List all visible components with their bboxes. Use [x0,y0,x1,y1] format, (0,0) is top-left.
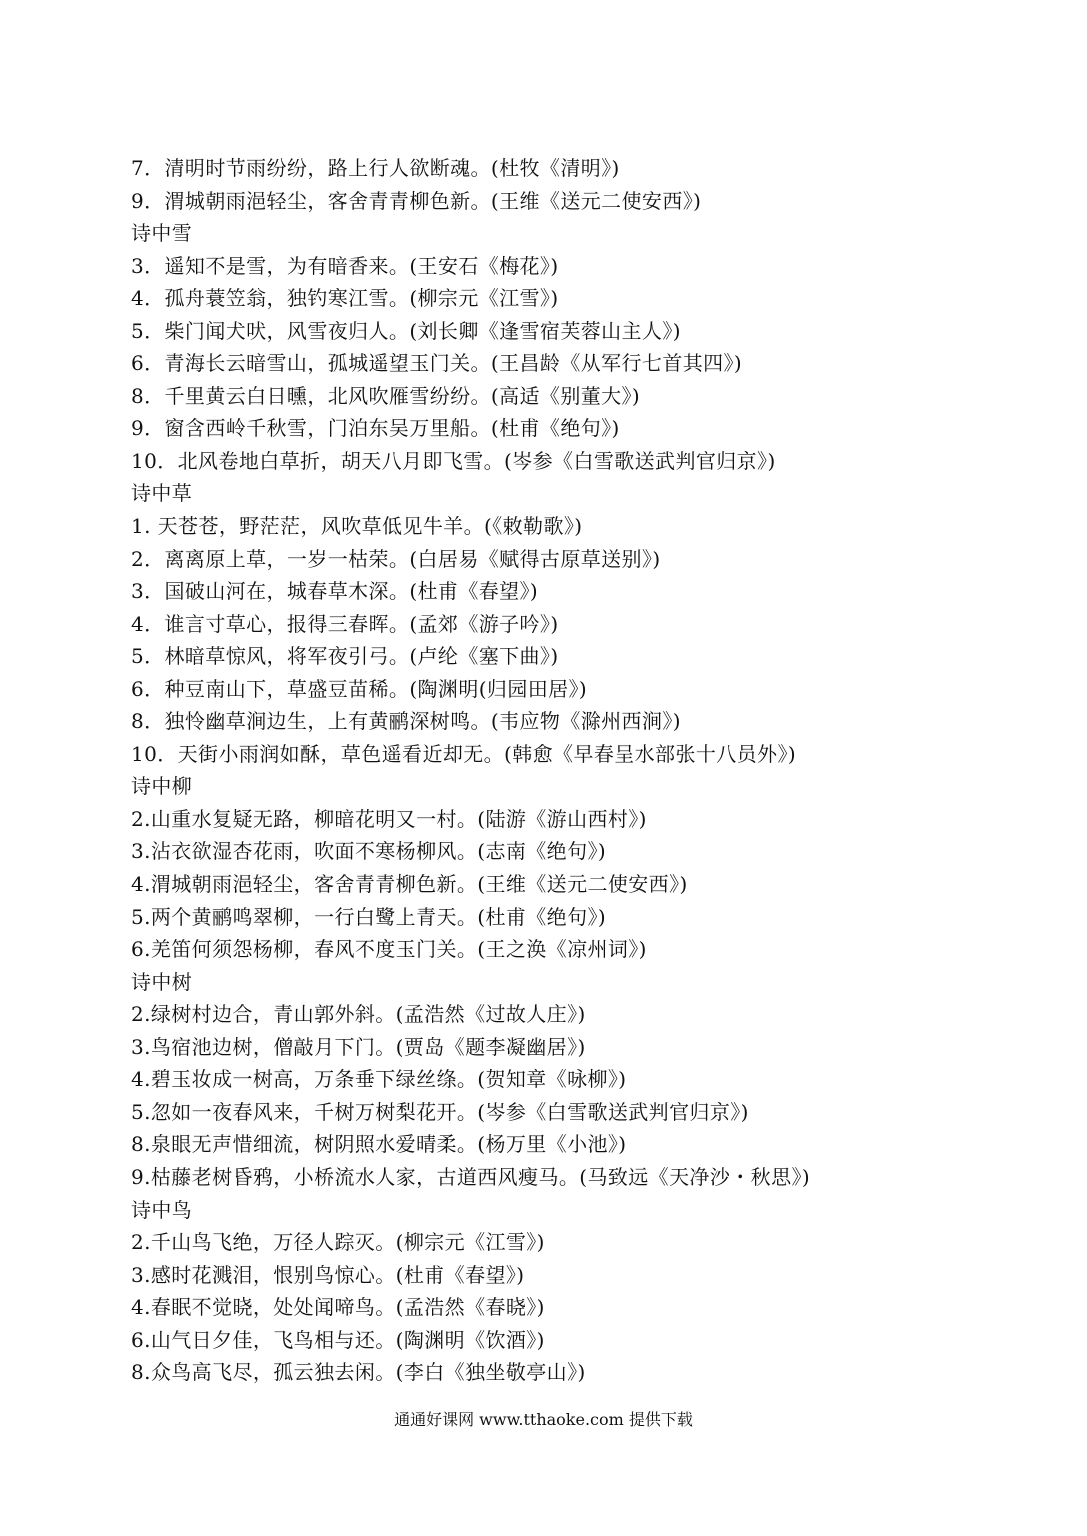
poem-line: 8．千里黄云白日曛，北风吹雁雪纷纷。(高适《别董大》) [131,383,641,408]
poem-list [131,152,1031,1389]
section-heading-grass: 诗中草 [131,481,193,506]
poem-line: 4.渭城朝雨浥轻尘，客舍青青柳色新。(王维《送元二使安西》) [131,872,688,897]
poem-line: 6.羌笛何须怨杨柳，春风不度玉门关。(王之涣《凉州词》) [131,937,647,962]
poem-line: 4．孤舟蓑笠翁，独钓寒江雪。(柳宗元《江雪》) [131,286,559,311]
poem-line: 10．天街小雨润如酥，草色遥看近却无。(韩愈《早春呈水部张十八员外》) [131,741,797,766]
poem-line: 9.枯藤老树昏鸦，小桥流水人家，古道西风瘦马。(马致远《天净沙・秋思》) [131,1164,811,1189]
poem-line: 2.绿树村边合，青山郭外斜。(孟浩然《过故人庄》) [131,1002,586,1027]
poem-line: 6．青海长云暗雪山，孤城遥望玉门关。(王昌龄《从军行七首其四》) [131,351,743,376]
poem-line: 3.沾衣欲湿杏花雨，吹面不寒杨柳风。(志南《绝句》) [131,839,607,864]
poem-line: 3.鸟宿池边树，僧敲月下门。(贾岛《题李凝幽居》) [131,1034,586,1059]
poem-line: 4．谁言寸草心，报得三春晖。(孟郊《游子吟》) [131,611,559,636]
section-heading-willow: 诗中柳 [131,774,193,799]
poem-line: 10．北风卷地白草折，胡天八月即飞雪。(岑参《白雪歌送武判官归京》) [131,448,776,473]
poem-line: 1. 天苍苍，野茫茫，风吹草低见牛羊。(《敕勒歌》) [131,514,583,539]
poem-line: 6.山气日夕佳，飞鸟相与还。(陶渊明《饮酒》) [131,1327,545,1352]
poem-line: 9．渭城朝雨浥轻尘，客舍青青柳色新。(王维《送元二使安西》) [131,188,702,213]
poem-line: 2．离离原上草，一岁一枯荣。(白居易《赋得古原草送别》) [131,546,661,571]
poem-line: 4.碧玉妆成一树高，万条垂下绿丝绦。(贺知章《咏柳》) [131,1067,627,1092]
poem-line: 5.两个黄鹂鸣翠柳，一行白鹭上青天。(杜甫《绝句》) [131,904,607,929]
poem-line: 5．林暗草惊风，将军夜引弓。(卢纶《塞下曲》) [131,644,559,669]
poem-line: 8.泉眼无声惜细流，树阴照水爱晴柔。(杨万里《小池》) [131,1132,627,1157]
section-heading-bird: 诗中鸟 [131,1197,193,1222]
poem-line: 8．独怜幽草涧边生，上有黄鹂深树鸣。(韦应物《滁州西涧》) [131,709,681,734]
poem-line: 5．柴门闻犬吠，风雪夜归人。(刘长卿《逢雪宿芙蓉山主人》) [131,318,681,343]
poem-line: 9．窗含西岭千秋雪，门泊东吴万里船。(杜甫《绝句》) [131,416,620,441]
section-heading-snow: 诗中雪 [131,221,193,246]
page-footer: 通通好课网 www.tthaoke.com 提供下载 [394,1410,693,1429]
poem-line: 3．国破山河在，城春草木深。(杜甫《春望》) [131,579,539,604]
poem-line: 7．清明时节雨纷纷，路上行人欲断魂。(杜牧《清明》) [131,156,620,180]
poem-line: 3.感时花溅泪，恨别鸟惊心。(杜甫《春望》) [131,1262,525,1287]
poem-line: 6．种豆南山下，草盛豆苗稀。(陶渊明(归园田居》) [131,676,588,701]
section-heading-tree: 诗中树 [131,969,193,994]
poem-line: 8.众鸟高飞尽，孤云独去闲。(李白《独坐敬亭山》) [131,1360,586,1385]
poem-line: 2.千山鸟飞绝，万径人踪灭。(柳宗元《江雪》) [131,1230,545,1255]
poem-line: 2.山重水复疑无路，柳暗花明又一村。(陆游《游山西村》) [131,806,647,831]
poem-line: 4.春眠不觉晓，处处闻啼鸟。(孟浩然《春晓》) [131,1295,545,1320]
poem-line: 5.忽如一夜春风来，千树万树梨花开。(岑参《白雪歌送武判官归京》) [131,1099,749,1124]
poem-line: 3．遥知不是雪，为有暗香来。(王安石《梅花》) [131,253,559,278]
